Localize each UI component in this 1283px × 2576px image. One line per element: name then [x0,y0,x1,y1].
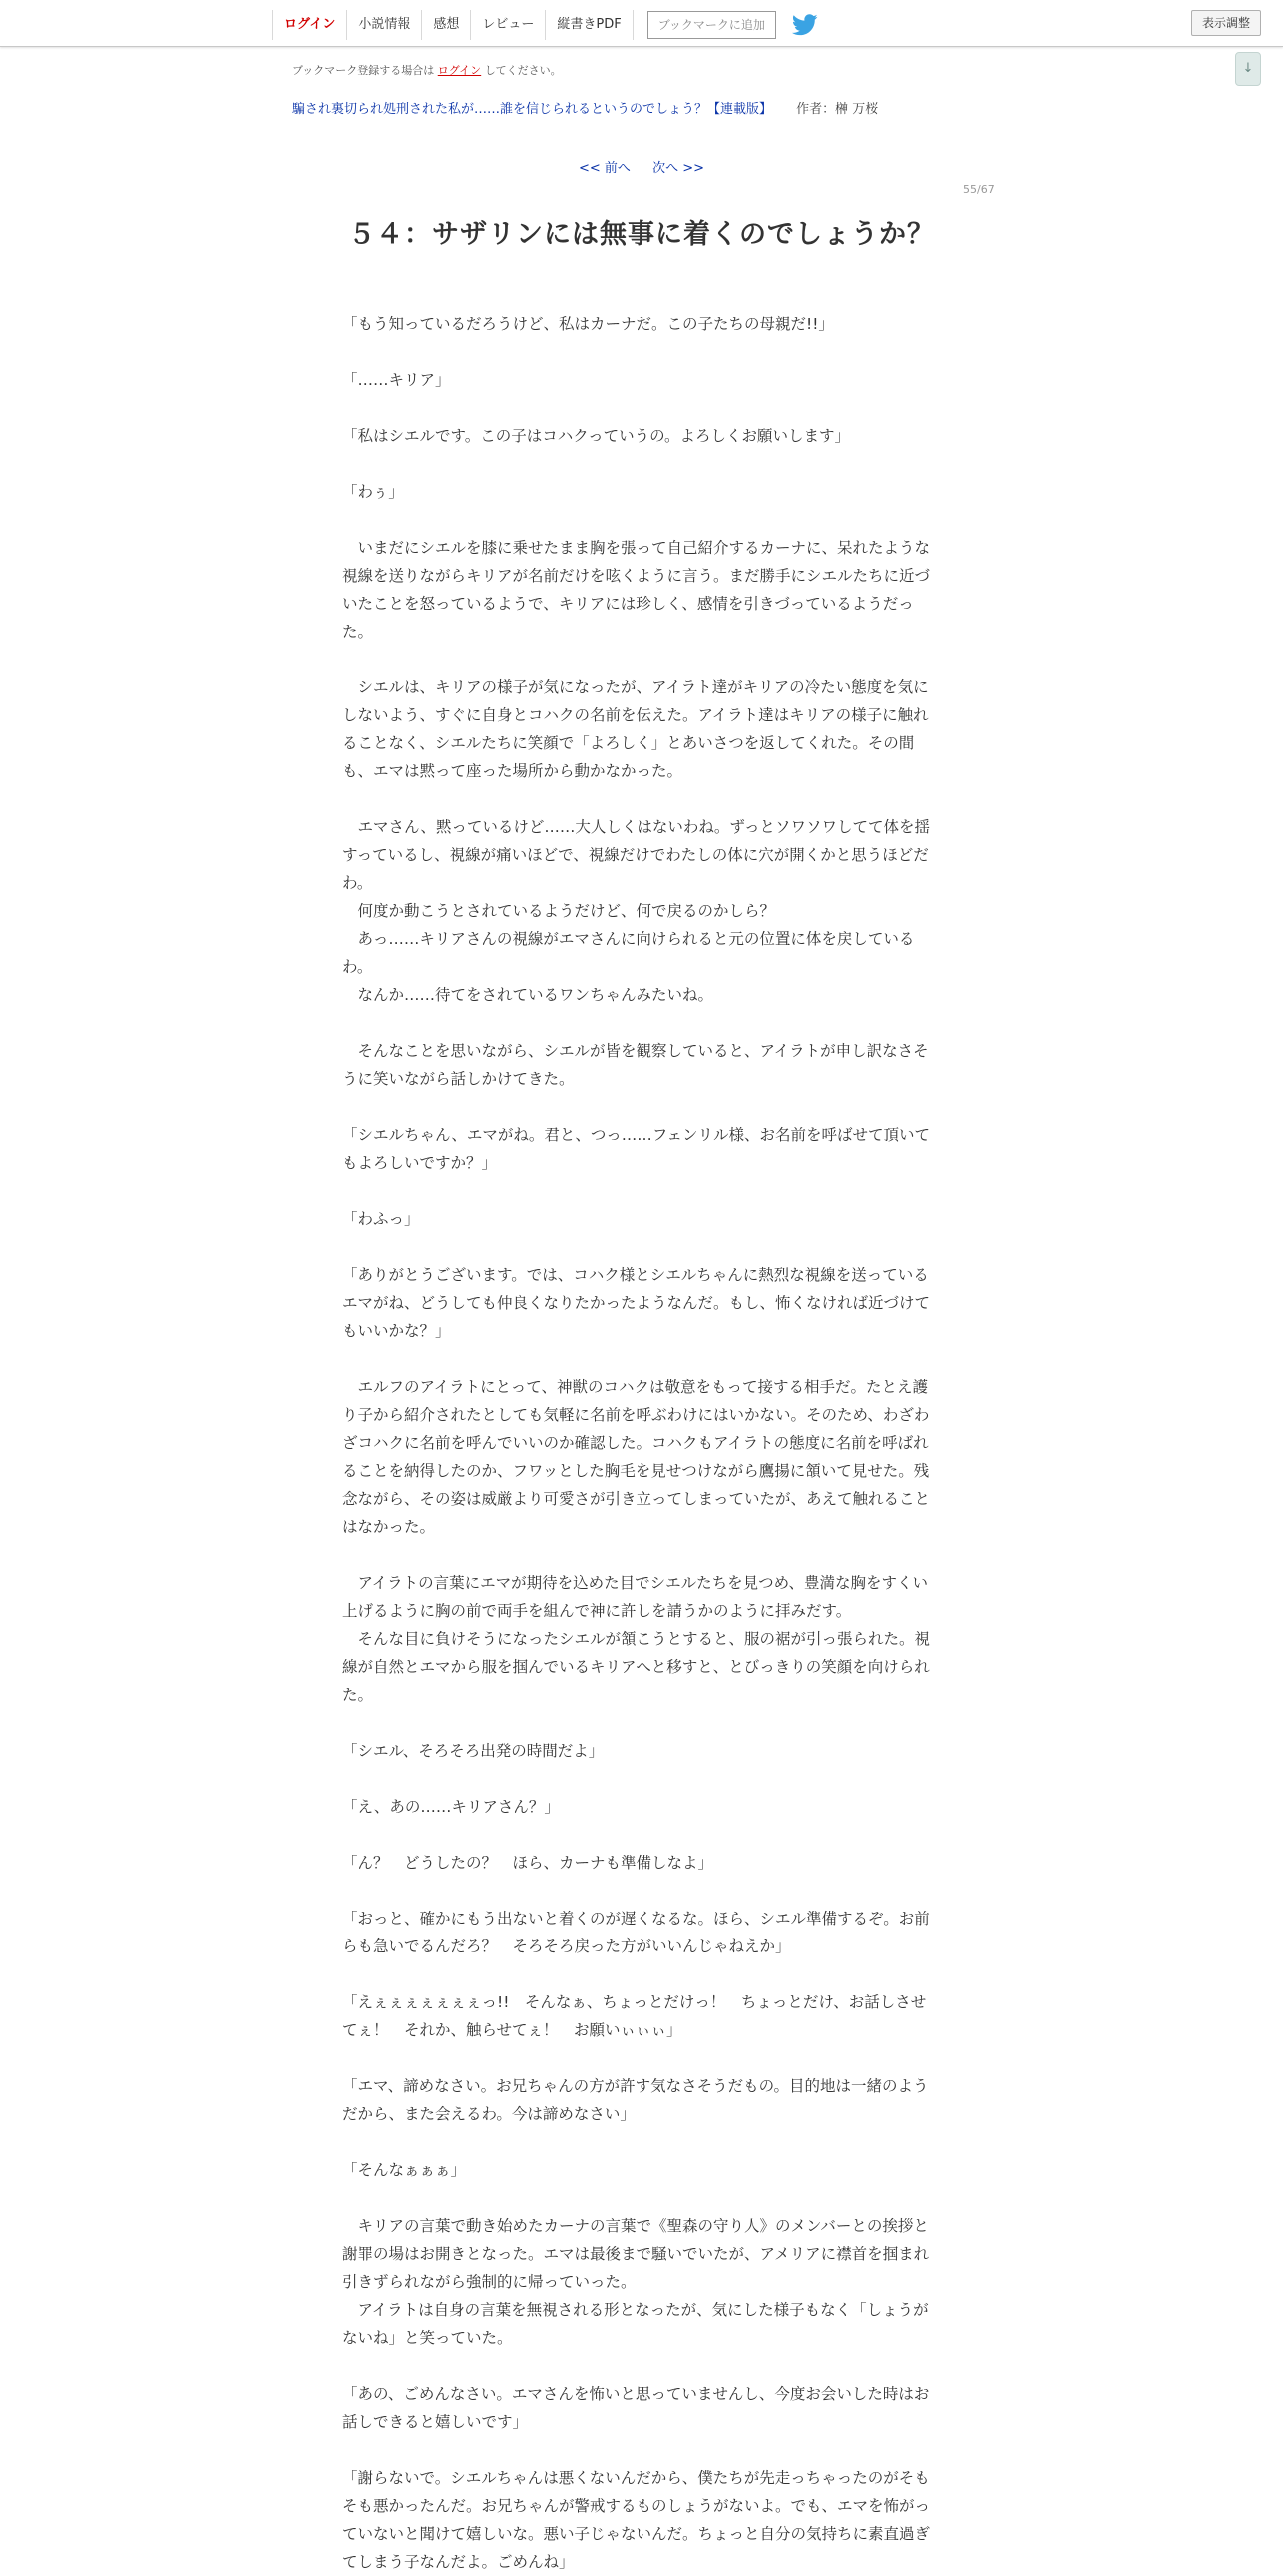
novel-info-link[interactable]: 小説情報 [346,10,421,40]
paragraph [342,2072,935,2128]
paragraph [342,673,935,785]
paragraph-line: そんな目に負けそうになったシエルが頷こうとすると、服の裾が引っ張られた。視線が自然とエマから服を掴んでいるキリアへと移すと、とびっきりの笑顔を向けられた。 [342,1630,931,1704]
paragraph-line: 「え、あの……キリアさん？」 [342,1798,560,1816]
paragraph-line: そんなことを思いながら、シエルが皆を観察していると、アイラトが申し訳なさそうに笑いながら話しかけてきた。 [342,1042,929,1088]
top-nav-bar [0,0,1283,47]
paragraph-line: 「……キリア」 [342,371,451,389]
paragraph-line: 「謝らないで。シエルちゃんは悪くないんだから、僕たちが先走っちゃったのがそもそも悪かったんだ。お兄ちゃんが警戒するものしょうがないよ。でも、エマを怖がっていないと聞けて嬉しいな。悪い子じゃないんだ。ちょっと自分の気持ちに素直過ぎてしまう子なんだよ。ごめんね」 [342,2469,931,2571]
paragraph [342,1037,935,1093]
paragraph [342,1373,935,1541]
paragraph [342,813,935,1009]
paragraph-line: 「そんなぁぁぁ」 [342,2161,467,2179]
vertical-pdf-link[interactable]: 縦書きPDF [545,10,633,40]
login-link[interactable]: ログイン [272,10,346,40]
chapter-title: ５４：サザリンには無事に着くのでしょうか？ [348,219,935,250]
paragraph-line: いまだにシエルを膝に乗せたまま胸を張って自己紹介するカーナに、呆れたような視線を送りながらキリアが名前だけを呟くように言う。まだ勝手にシエルたちに近づいたことを怒っているようで、キリアには珍しく、感情を引きづっているようだった。 [342,539,931,641]
paragraph-line: 「えぇぇぇぇぇぇぇっ!! そんなぁ、ちょっとだけっ！ ちょっとだけ、お話しさせてぇ！ それか、触らせてぇ！ お願いぃぃぃ」 [342,1993,927,2039]
paragraph [342,478,935,506]
next-chapter-link[interactable]: 次へ >> [652,161,704,176]
paragraph-line: あっ……キリアさんの視線がエマさんに向けられると元の位置に体を戻しているわ。 [342,930,915,976]
paragraph [342,1121,935,1177]
paragraph-line: 「ん？ どうしたの？ ほら、カーナも準備しなよ」 [342,1854,714,1872]
page-count: 55/67 [963,183,995,196]
paragraph-line: エルフのアイラトにとって、神獣のコハクは敬意をもって接する相手だ。たとえ護り子から紹介されたとしても気軽に名前を呼ぶわけにはいかない。そのため、わざわざコハクに名前を呼んでいいのか確認した。コハクもアイラトの態度に名前を呼ばれることを納得したのか、フワッとした胸毛を見せつけながら鷹揚に頷いて見せた。残念ながら、その姿は威厳より可愛さが引き立ってしまっていたが、あえて触れることはなかった。 [342,1378,931,1536]
bookmark-login-link[interactable]: ログイン [437,64,482,77]
paragraph-line: 「ありがとうございます。では、コハク様とシエルちゃんに熱烈な視線を送っているエマがね、どうしても仲良くなりたかったようなんだ。もし、怖くなければ近づけてもいいかな？」 [342,1266,931,1340]
series-title-link[interactable]: 騙され裏切られ処刑された私が……誰を信じられるというのでしょう？【連載版】 [292,102,773,117]
paragraph [342,1905,935,1960]
paragraph [342,1793,935,1821]
paragraph-line: 「おっと、確かにもう出ないと着くのが遅くなるな。ほら、シエル準備するぞ。お前らも急いでるんだろ？ そろそろ戻った方がいいんじゃねえか」 [342,1910,930,1955]
paragraph [342,422,935,450]
global-nav [272,8,818,42]
paragraph [342,1737,935,1765]
chapter-pager [0,157,1283,176]
paragraph-line: 「私はシエルです。この子はコハクっていうの。よろしくお願いします」 [342,427,851,445]
novel-body [342,310,935,2576]
paragraph [342,310,935,338]
paragraph-line: 何度か動こうとされているようだけど、何で戻るのかしら？ [342,902,776,920]
paragraph [342,2156,935,2184]
paragraph-line: 「わふっ」 [342,1210,420,1228]
paragraph-line: 「シエル、そろそろ出発の時間だよ」 [342,1742,605,1760]
paragraph-line: キリアの言葉で動き始めたカーナの言葉で《聖森の守り人》のメンバーとの挨拶と謝罪の場はお開きとなった。エマは最後まで騒いでいたが、アメリアに襟首を掴まれ引きずられながら強制的に帰っていった。 [342,2217,930,2291]
twitter-bird-icon[interactable] [792,14,818,36]
paragraph [342,1988,935,2044]
paragraph-line: なんか……待てをされているワンちゃんみたいね。 [342,986,714,1004]
display-settings-button[interactable]: 表示調整 [1191,10,1261,36]
bookmark-note-after: してください。 [484,64,562,77]
add-bookmark-button[interactable]: ブックマークに追加 [647,11,776,39]
series-header [292,98,878,117]
paragraph-line: アイラトの言葉にエマが期待を込めた目でシエルたちを見つめ、豊満な胸をすくい上げるように胸の前で両手を組んで神に許しを請うかのように拝みだす。 [342,1574,928,1620]
paragraph-line: 「エマ、諦めなさい。お兄ちゃんの方が許す気なさそうだもの。目的地は一緒のようだから、また会えるわ。今は諦めなさい」 [342,2077,929,2123]
impressions-link[interactable]: 感想 [421,10,470,40]
paragraph-line: 「あの、ごめんなさい。エマさんを怖いと思っていませんし、今度お会いした時はお話しできると嬉しいです」 [342,2385,930,2431]
bookmark-note-before: ブックマーク登録する場合は [292,64,435,77]
paragraph-line: アイラトは自身の言葉を無視される形となったが、気にした様子もなく「しょうがないね」と笑っていた。 [342,2301,929,2347]
paragraph-line: 「シエルちゃん、エマがね。君と、つっ……フェンリル様、お名前を呼ばせて頂いてもよろしいですか？」 [342,1126,931,1172]
paragraph-line: エマさん、黙っているけど……大人しくはないわね。ずっとソワソワしてて体を揺すっているし、視線が痛いほどで、視線だけでわたしの体に穴が開くかと思うほどだわ。 [342,818,931,892]
review-link[interactable]: レビュー [470,10,545,40]
paragraph [342,1261,935,1345]
paragraph [342,2212,935,2352]
paragraph-line: 「わぅ」 [342,483,404,501]
prev-chapter-link[interactable]: << 前へ [579,161,631,176]
paragraph [342,2464,935,2576]
paragraph [342,1849,935,1877]
paragraph [342,534,935,645]
paragraph-line: シエルは、キリアの様子が気になったが、アイラト達がキリアの冷たい態度を気にしないよう、すぐに自身とコハクの名前を伝えた。アイラト達はキリアの様子に触れることなく、シエルたちに笑顔で「よろしく」とあいさつを返してくれた。その間も、エマは黙って座った場所から動かなかった。 [342,678,929,780]
paragraph-line: 「もう知っているだろうけど、私はカーナだ。この子たちの母親だ!!」 [342,315,834,333]
scroll-down-arrow-icon[interactable]: ↓ [1235,52,1261,86]
bookmark-login-note [292,62,562,78]
paragraph [342,1205,935,1233]
author-name: 作者：榊 万桜 [796,102,879,117]
paragraph [342,366,935,394]
paragraph [342,1569,935,1709]
paragraph [342,2380,935,2436]
